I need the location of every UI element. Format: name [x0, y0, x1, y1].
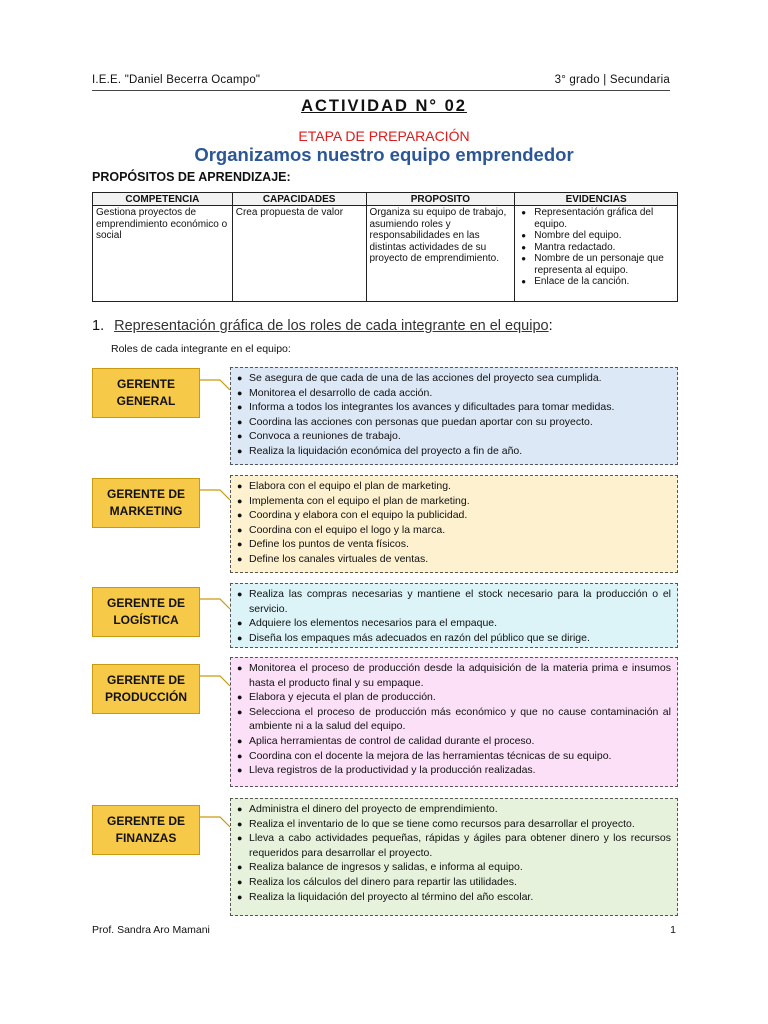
role-box-marketing: GERENTE DE MARKETING — [92, 478, 200, 528]
list-item: ● Monitorea el desarrollo de cada acción. — [237, 386, 671, 401]
list-item: ● Realiza la liquidación económica del proyecto a fin de año. — [237, 444, 671, 459]
list-item: ● Coordina con el equipo el logo y la marca. — [237, 523, 671, 538]
table-header: EVIDENCIAS — [515, 193, 678, 206]
page-subtitle: Organizamos nuestro equipo emprendedor — [194, 144, 574, 165]
section-title: Representación gráfica de los roles de cada integrante en el equipo — [114, 318, 549, 334]
list-item: ● Informa a todos los integrantes los avances y dificultades para tomar medidas. — [237, 400, 671, 415]
purposes-heading: PROPÓSITOS DE APRENDIZAJE: — [92, 170, 291, 184]
stage-heading: ETAPA DE PREPARACIÓN — [298, 128, 470, 144]
grade-level: 3° grado | Secundaria — [554, 74, 670, 86]
role-box-logistica: GERENTE DE LOGÍSTICA — [92, 587, 200, 637]
role-box-produccion: GERENTE DE PRODUCCIÓN — [92, 664, 200, 714]
list-item: ● Realiza el inventario de lo que se tiene como recursos para desarrollar el proyecto. — [237, 817, 671, 832]
list-item: ● Convoca a reuniones de trabajo. — [237, 429, 671, 444]
list-item: ● Mantra redactado. — [518, 242, 674, 254]
list-item: ● Implementa con el equipo el plan de marketing. — [237, 494, 671, 509]
list-item: ● Realiza las compras necesarias y mantiene el stock necesario para la producción o el servicio. — [237, 587, 671, 616]
list-item: ● Se asegura de que cada de una de las acciones del proyecto sea cumplida. — [237, 371, 671, 386]
competencia-cell: Gestiona proyectos de emprendimiento económico o social — [93, 206, 233, 302]
list-item: ● Selecciona el proceso de producción más económico y que no cause contaminación al ambiente ni a la salud del equipo. — [237, 705, 671, 734]
list-item: ● Coordina y elabora con el equipo la publicidad. — [237, 508, 671, 523]
role-desc-logistica — [230, 583, 678, 648]
footer-teacher: Prof. Sandra Aro Mamani — [92, 924, 210, 936]
list-item: ● Nombre del equipo. — [518, 230, 674, 242]
connector-icon — [200, 478, 230, 578]
list-item: ● Define los canales virtuales de ventas. — [237, 552, 671, 567]
table-header: PROPOSITO — [366, 193, 515, 206]
list-item: ● Define los puntos de venta físicos. — [237, 537, 671, 552]
list-item: ● Lleva a cabo actividades pequeñas, rápidas y ágiles para obtener dinero y los recursos requeridos para desarrollar el proyecto. — [237, 831, 671, 860]
role-desc-marketing — [230, 475, 678, 573]
section-heading: 1. Representación gráfica de los roles de cada integrante en el equipo: — [92, 318, 553, 334]
list-item: ● Realiza la liquidación del proyecto al término del año escolar. — [237, 890, 671, 905]
section-number: 1. — [92, 318, 105, 334]
list-item: ● Aplica herramientas de control de calidad durante el proceso. — [237, 734, 671, 749]
list-item: ● Monitorea el proceso de producción desde la adquisición de la materia prima e insumos hasta el producto final y su empaque. — [237, 661, 671, 690]
connector-icon — [200, 368, 230, 468]
table-header: COMPETENCIA — [93, 193, 233, 206]
table-header: CAPACIDADES — [232, 193, 366, 206]
page-number: 1 — [670, 924, 676, 936]
capacidades-cell: Crea propuesta de valor — [232, 206, 366, 302]
proposito-cell: Organiza su equipo de trabajo, asumiendo roles y responsabilidades en las distintas actividades de su proyecto de emprendimiento. — [366, 206, 515, 302]
connector-icon — [200, 805, 230, 865]
evidencias-cell — [515, 206, 678, 302]
list-item: ● Elabora y ejecuta el plan de producción. — [237, 690, 671, 705]
list-item: ● Elabora con el equipo el plan de marketing. — [237, 479, 671, 494]
list-item: ● Nombre de un personaje que representa al equipo. — [518, 253, 674, 276]
role-desc-general — [230, 367, 678, 465]
list-item: ● Lleva registros de la productividad y la producción realizadas. — [237, 763, 671, 778]
school-name: I.E.E. "Daniel Becerra Ocampo" — [92, 74, 261, 86]
list-item: ● Diseña los empaques más adecuados en razón del público que se dirige. — [237, 631, 671, 646]
roles-label: Roles de cada integrante en el equipo: — [111, 343, 291, 355]
list-item: ● Administra el dinero del proyecto de emprendimiento. — [237, 802, 671, 817]
role-desc-produccion — [230, 657, 678, 787]
purposes-table — [92, 192, 678, 302]
role-box-general: GERENTE GENERAL — [92, 368, 200, 418]
list-item: ● Representación gráfica del equipo. — [518, 207, 674, 230]
list-item: ● Adquiere los elementos necesarios para el empaque. — [237, 616, 671, 631]
list-item: ● Coordina las acciones con personas que puedan aportar con su proyecto. — [237, 415, 671, 430]
activity-title: ACTIVIDAD N° 02 — [301, 97, 467, 115]
role-box-finanzas: GERENTE DE FINANZAS — [92, 805, 200, 855]
list-item: ● Realiza balance de ingresos y salidas, e informa al equipo. — [237, 860, 671, 875]
role-desc-finanzas — [230, 798, 678, 916]
list-item: ● Realiza los cálculos del dinero para repartir las utilidades. — [237, 875, 671, 890]
connector-icon — [200, 587, 230, 647]
page-header — [92, 72, 670, 91]
list-item: ● Coordina con el docente la mejora de las herramientas técnicas de su equipo. — [237, 749, 671, 764]
connector-icon — [200, 664, 230, 724]
list-item: ● Enlace de la canción. — [518, 276, 674, 288]
